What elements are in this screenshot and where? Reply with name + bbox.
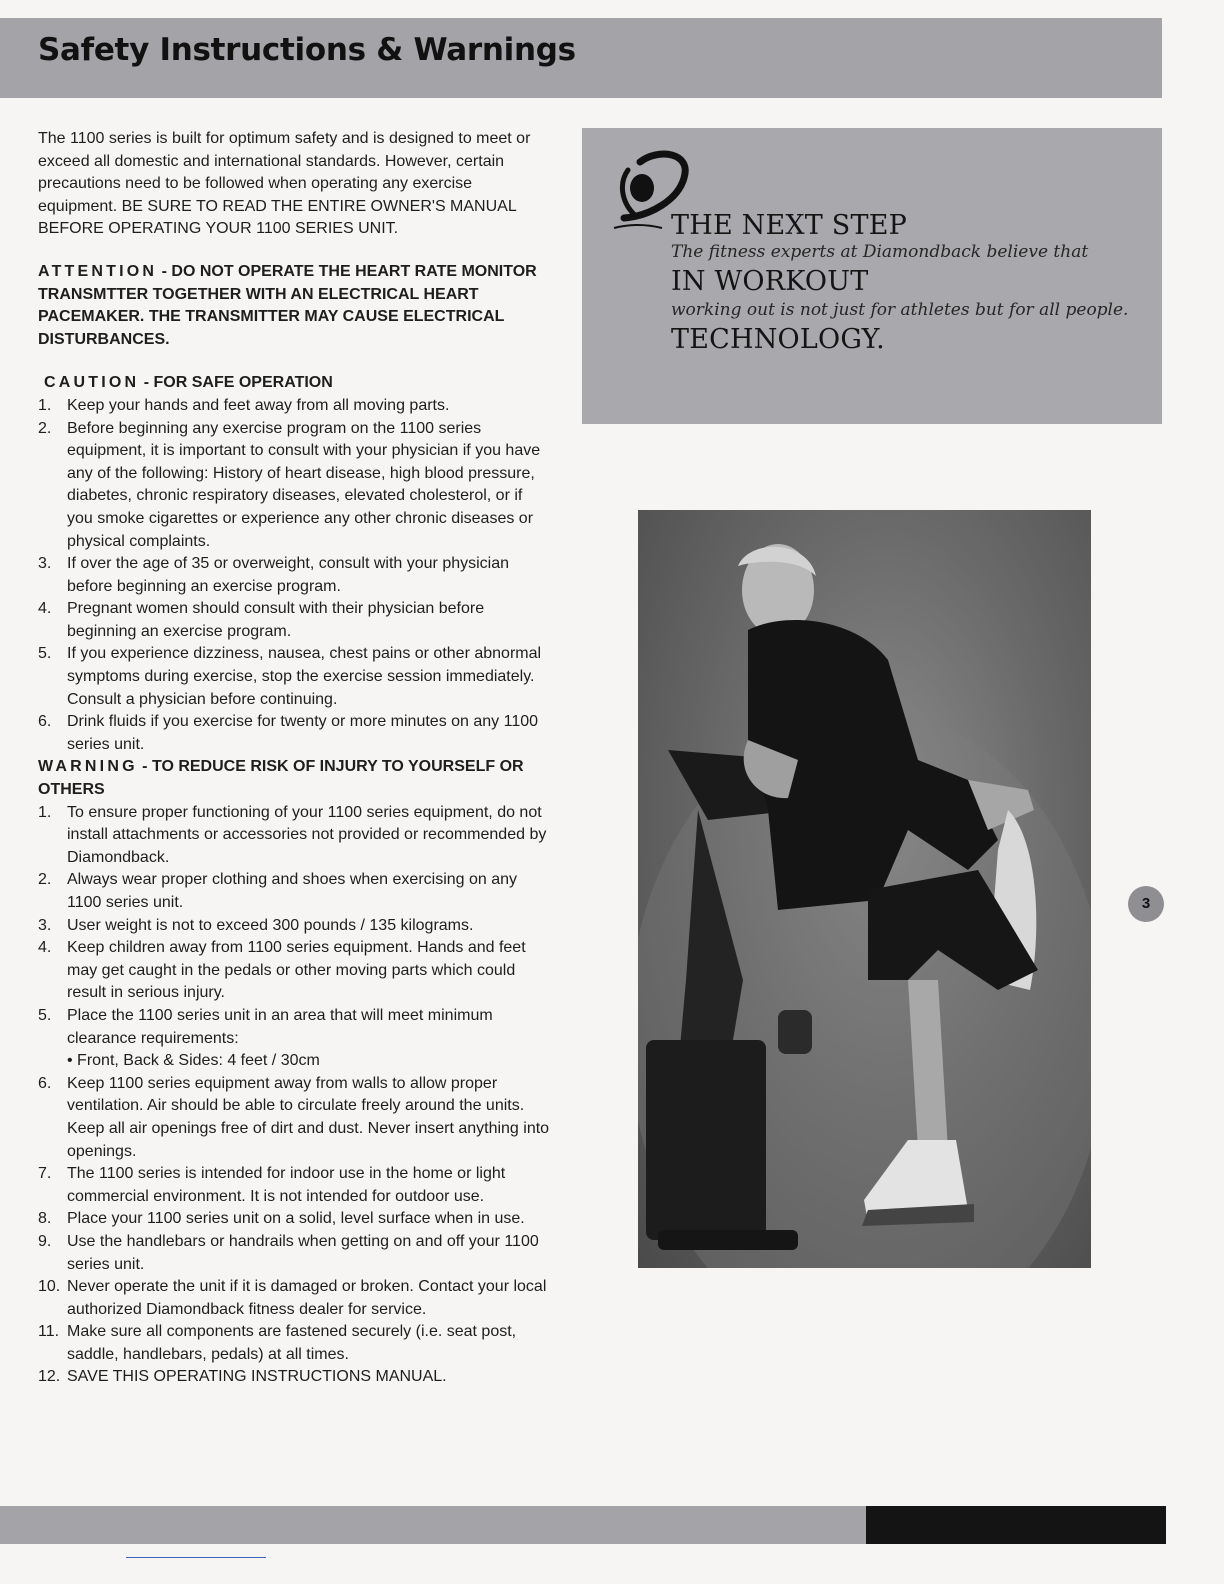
item-text: Keep 1100 series equipment away from walls to allow proper ventilation. Air should be able to circulate freely around the units. Keep all air openings free of dirt and dust. Never insert anything into openings. xyxy=(67,1074,550,1160)
list-item xyxy=(38,1366,550,1389)
item-number: 7. xyxy=(38,1165,52,1183)
clearance-bullet: • Front, Back & Sides: 4 feet / 30cm xyxy=(67,1052,320,1070)
item-number: 10. xyxy=(38,1278,61,1296)
item-number: 2. xyxy=(38,419,52,437)
item-number: 4. xyxy=(38,600,52,618)
item-number: 6. xyxy=(38,713,52,731)
list-item xyxy=(38,598,550,643)
item-text: Keep children away from 1100 series equipment. Hands and feet may get caught in the pedals or other moving parts which could result in serious injury. xyxy=(67,939,526,1002)
item-number: 11. xyxy=(38,1323,60,1341)
item-text: Use the handlebars or handrails when getting on and off your 1100 series unit. xyxy=(67,1232,539,1273)
item-text: SAVE THIS OPERATING INSTRUCTIONS MANUAL. xyxy=(67,1368,447,1386)
item-text: Pregnant women should consult with their physician before beginning an exercise program. xyxy=(67,600,485,640)
warning-heading xyxy=(38,756,550,801)
list-item xyxy=(38,395,550,418)
scan-underline xyxy=(126,1557,266,1558)
promo-headline-1: THE NEXT STEP xyxy=(671,210,907,241)
item-text: If you experience dizziness, nausea, chest pains or other abnormal symptoms during exercise, stop the exercise session immediately. Consult a physician before continuing. xyxy=(67,645,542,708)
list-item xyxy=(38,802,550,870)
list-item xyxy=(38,643,550,711)
item-number: 5. xyxy=(38,1006,52,1024)
attention-text: - DO NOT OPERATE THE HEART RATE MONITOR TRANSMTTER TOGETHER WITH AN ELECTRICAL HEART PACEMAKER. THE TRANSMITTER MAY CAUSE ELECTRICAL DISTURBANCES. xyxy=(38,262,537,348)
list-item xyxy=(38,418,550,554)
promo-tagline-2: working out is not just for athletes but for all people. xyxy=(671,300,1129,320)
item-number: 12. xyxy=(38,1368,61,1386)
list-item xyxy=(38,1163,550,1208)
list-item xyxy=(38,1231,550,1276)
list-item xyxy=(38,1073,550,1163)
list-item xyxy=(38,937,550,1005)
item-number: 1. xyxy=(38,803,52,821)
promo-box xyxy=(582,128,1162,424)
list-item xyxy=(38,553,550,598)
item-text: Before beginning any exercise program on the 1100 series equipment, it is important to consult with your physician if you have any of the following: History of heart disease, high blood pressure, diabetes, chronic respiratory diseases, elevated cholesterol, or if you smoke cigarettes or experience any other chronic diseases or physical complaints. xyxy=(67,419,541,550)
safety-text-column xyxy=(38,128,550,1389)
list-item xyxy=(38,1276,550,1321)
list-item xyxy=(38,1321,550,1366)
caution-text: - FOR SAFE OPERATION xyxy=(139,374,333,392)
item-number: 6. xyxy=(38,1074,52,1092)
item-number: 3. xyxy=(38,555,52,573)
item-text: Place your 1100 series unit on a solid, level surface when in use. xyxy=(67,1210,525,1228)
list-item xyxy=(38,869,550,914)
footer-band-dark xyxy=(866,1506,1166,1544)
item-number: 9. xyxy=(38,1232,52,1250)
item-number: 5. xyxy=(38,645,52,663)
item-number: 8. xyxy=(38,1210,52,1228)
item-number: 4. xyxy=(38,939,52,957)
attention-label: ATTENTION xyxy=(38,262,158,280)
warning-list xyxy=(38,802,550,1389)
list-item xyxy=(38,711,550,756)
item-text: User weight is not to exceed 300 pounds / 135 kilograms. xyxy=(67,916,474,934)
man-stretching-photo xyxy=(638,510,1091,1268)
caution-heading xyxy=(38,372,550,395)
item-number: 1. xyxy=(38,396,52,414)
intro-paragraph: The 1100 series is built for optimum safety and is designed to meet or exceed all domestic and international standards. However, certain precautions need to be followed when operating any exercise equipment. BE SURE TO READ THE ENTIRE OWNER'S MANUAL BEFORE OPERATING YOUR 1100 SERIES UNIT. xyxy=(38,130,531,238)
attention-notice xyxy=(38,261,550,351)
item-number: 2. xyxy=(38,871,52,889)
page-number-badge: 3 xyxy=(1128,886,1164,922)
warning-text: - TO REDUCE RISK OF INJURY TO YOURSELF OR OTHERS xyxy=(38,758,524,799)
list-item xyxy=(38,1005,550,1073)
item-text: Make sure all components are fastened securely (i.e. seat post, saddle, handlebars, pedals) at all times. xyxy=(67,1323,517,1363)
caution-label: CAUTION xyxy=(44,374,140,392)
photo-illustration xyxy=(638,510,1091,1268)
promo-headline-3: TECHNOLOGY. xyxy=(671,324,885,355)
item-text: Place the 1100 series unit in an area that will meet minimum clearance requirements: xyxy=(67,1006,493,1047)
item-text: To ensure proper functioning of your 1100 series equipment, do not install attachments or accessories not provided or recommended by Diamondback. xyxy=(67,803,547,866)
item-text: Never operate the unit if it is damaged or broken. Contact your local authorized Diamondback fitness dealer for service. xyxy=(67,1278,547,1318)
item-text: Keep your hands and feet away from all moving parts. xyxy=(67,396,450,414)
warning-label: WARNING xyxy=(38,758,138,776)
item-text: Always wear proper clothing and shoes when exercising on any 1100 series unit. xyxy=(67,871,518,911)
caution-list xyxy=(38,395,550,757)
item-number: 3. xyxy=(38,916,52,934)
item-text: If over the age of 35 or overweight, consult with your physician before beginning an exercise program. xyxy=(67,555,510,595)
list-item xyxy=(38,1208,550,1231)
promo-tagline-1: The fitness experts at Diamondback believe that xyxy=(671,242,1089,262)
item-text: The 1100 series is intended for indoor use in the home or light commercial environment. It is not intended for outdoor use. xyxy=(67,1165,506,1205)
promo-headline-2: IN WORKOUT xyxy=(671,266,869,297)
item-text: Drink fluids if you exercise for twenty or more minutes on any 1100 series unit. xyxy=(67,713,539,753)
footer-band-light xyxy=(0,1506,866,1544)
page-title: Safety Instructions & Warnings xyxy=(38,32,576,68)
list-item xyxy=(38,915,550,938)
